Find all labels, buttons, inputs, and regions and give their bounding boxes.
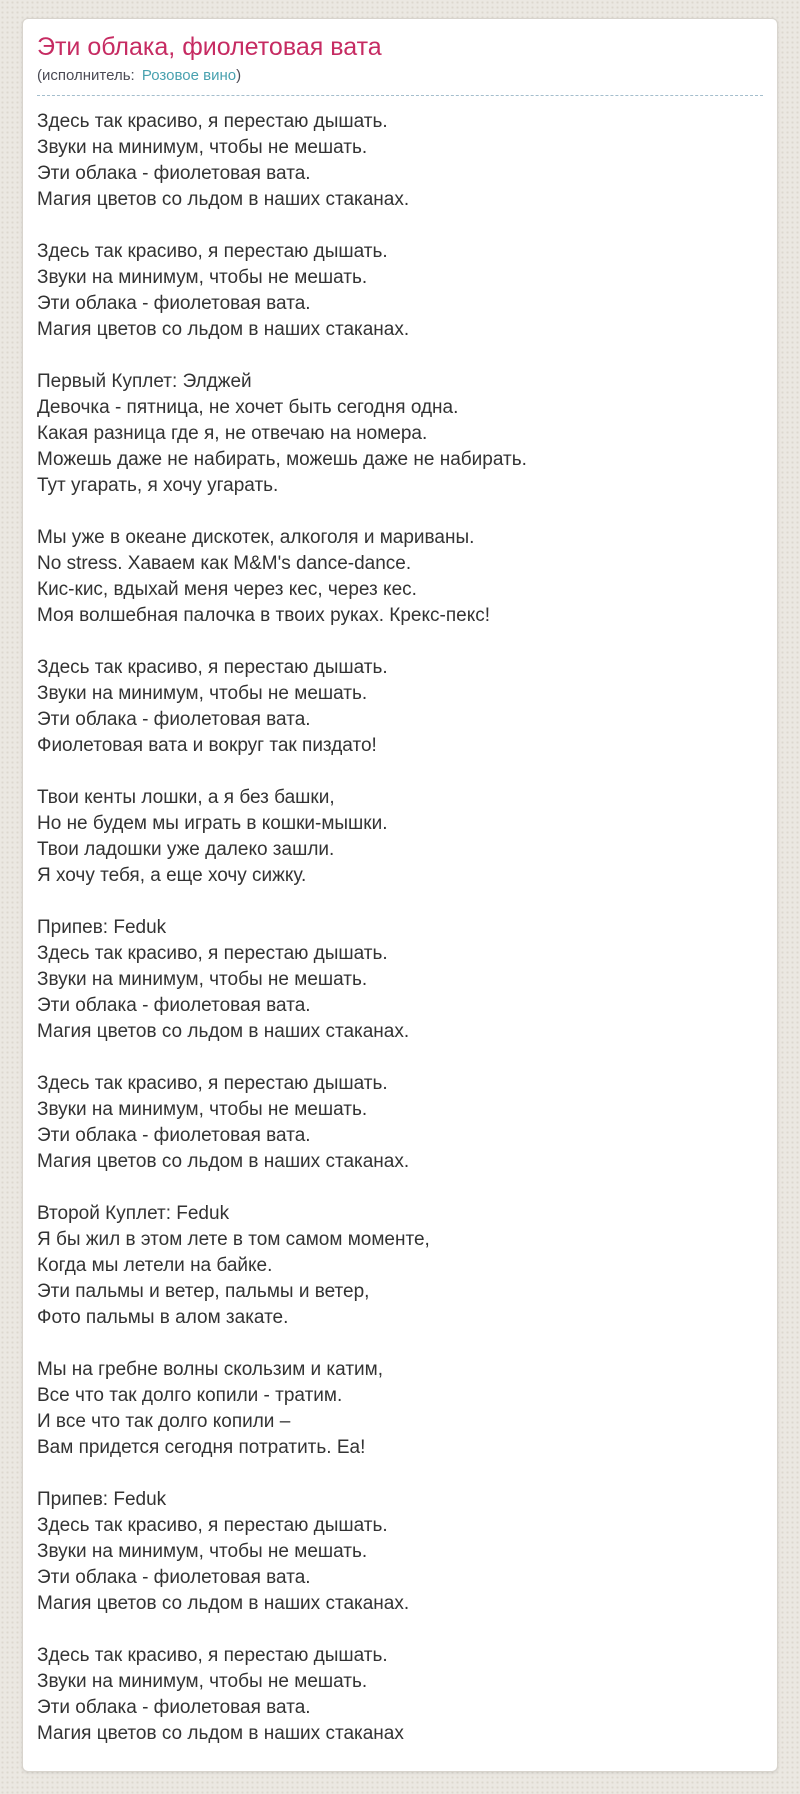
lyrics-line: Какая разница где я, не отвечаю на номера. — [37, 422, 428, 444]
artist-line — [37, 67, 763, 96]
song-title: Эти облака, фиолетовая вата — [37, 33, 382, 61]
lyrics-line: Припев: Feduk — [37, 1488, 167, 1510]
lyrics-line: Эти пальмы и ветер, пальмы и ветер, — [37, 1280, 370, 1302]
lyrics-line: И все что так долго копили – — [37, 1410, 291, 1432]
stanza — [37, 1643, 763, 1747]
lyrics-line: Вам придется сегодня потратить. Еа! — [37, 1436, 366, 1458]
lyrics-line: Эти облака - фиолетовая вата. — [37, 1124, 311, 1146]
lyrics-line: Твои ладошки уже далеко зашли. — [37, 838, 335, 860]
lyrics-line: Эти облака - фиолетовая вата. — [37, 1696, 311, 1718]
lyrics-line: Звуки на минимум, чтобы не мешать. — [37, 1098, 368, 1120]
lyrics-line: Магия цветов со льдом в наших стаканах. — [37, 318, 410, 340]
lyrics-line: Магия цветов со льдом в наших стаканах. — [37, 1592, 410, 1614]
lyrics-line: Здесь так красиво, я перестаю дышать. — [37, 1644, 388, 1666]
lyrics-line: Мы на гребне волны скользим и катим, — [37, 1358, 383, 1380]
lyrics-line: Здесь так красиво, я перестаю дышать. — [37, 1072, 388, 1094]
lyrics-line: Я хочу тебя, а еще хочу сижку. — [37, 864, 307, 886]
stanza — [37, 1071, 763, 1175]
lyrics-line: Здесь так красиво, я перестаю дышать. — [37, 1514, 388, 1536]
lyrics-line: Эти облака - фиолетовая вата. — [37, 292, 311, 314]
lyrics-line: Фото пальмы в алом закате. — [37, 1306, 289, 1328]
lyrics-line: Здесь так красиво, я перестаю дышать. — [37, 110, 388, 132]
lyrics-line: Звуки на минимум, чтобы не мешать. — [37, 136, 368, 158]
stanza — [37, 239, 763, 343]
lyrics-line: Мы уже в океане дискотек, алкоголя и мариваны. — [37, 526, 475, 548]
stanza — [37, 525, 763, 629]
lyrics-line: Здесь так красиво, я перестаю дышать. — [37, 656, 388, 678]
lyrics-line: Тут угарать, я хочу угарать. — [37, 474, 279, 496]
lyrics-line: Фиолетовая вата и вокруг так пиздато! — [37, 734, 377, 756]
lyrics-line: Второй Куплет: Feduk — [37, 1202, 230, 1224]
lyrics-line: Твои кенты лошки, а я без башки, — [37, 786, 335, 808]
lyrics-line: Я бы жил в этом лете в том самом моменте, — [37, 1228, 430, 1250]
lyrics-line: Можешь даже не набирать, можешь даже не набирать. — [37, 448, 527, 470]
lyrics-line: Звуки на минимум, чтобы не мешать. — [37, 1670, 368, 1692]
stanza — [37, 1357, 763, 1461]
lyrics-line: Эти облака - фиолетовая вата. — [37, 1566, 311, 1588]
lyrics-text — [37, 109, 763, 1747]
lyrics-line: Здесь так красиво, я перестаю дышать. — [37, 240, 388, 262]
stanza — [37, 655, 763, 759]
lyrics-line: Эти облака - фиолетовая вата. — [37, 994, 311, 1016]
lyrics-line: Моя волшебная палочка в твоих руках. Крекс-пекс! — [37, 604, 491, 626]
lyrics-line: Припев: Feduk — [37, 916, 167, 938]
stanza — [37, 915, 763, 1045]
stanza — [37, 1201, 763, 1331]
stanza — [37, 1487, 763, 1617]
lyrics-line: Первый Куплет: Элджей — [37, 370, 252, 392]
lyrics-line: Здесь так красиво, я перестаю дышать. — [37, 942, 388, 964]
lyrics-line: Когда мы летели на байке. — [37, 1254, 273, 1276]
lyrics-line: Девочка - пятница, не хочет быть сегодня одна. — [37, 396, 459, 418]
lyrics-card — [22, 18, 778, 1772]
lyrics-line: Эти облака - фиолетовая вата. — [37, 162, 311, 184]
lyrics-line: Магия цветов со льдом в наших стаканах. — [37, 1020, 410, 1042]
artist-label-close: ) — [236, 66, 242, 84]
lyrics-line: Кис-кис, вдыхай меня через кес, через кес. — [37, 578, 417, 600]
lyrics-line: Магия цветов со льдом в наших стаканах. — [37, 188, 410, 210]
artist-label: (исполнитель: — [37, 66, 135, 84]
artist-link[interactable]: Розовое вино — [141, 66, 237, 84]
lyrics-line: Но не будем мы играть в кошки-мышки. — [37, 812, 388, 834]
lyrics-line: Все что так долго копили - тратим. — [37, 1384, 343, 1406]
lyrics-line: Звуки на минимум, чтобы не мешать. — [37, 968, 368, 990]
stanza — [37, 109, 763, 213]
lyrics-line: Звуки на минимум, чтобы не мешать. — [37, 266, 368, 288]
stanza — [37, 785, 763, 889]
lyrics-line: Магия цветов со льдом в наших стаканах. — [37, 1150, 410, 1172]
lyrics-line: Эти облака - фиолетовая вата. — [37, 708, 311, 730]
lyrics-line: Звуки на минимум, чтобы не мешать. — [37, 682, 368, 704]
lyrics-line: Магия цветов со льдом в наших стаканах — [37, 1722, 404, 1744]
stanza — [37, 369, 763, 499]
lyrics-line: No stress. Хаваем как M&M's dance-dance. — [37, 552, 412, 574]
lyrics-line: Звуки на минимум, чтобы не мешать. — [37, 1540, 368, 1562]
